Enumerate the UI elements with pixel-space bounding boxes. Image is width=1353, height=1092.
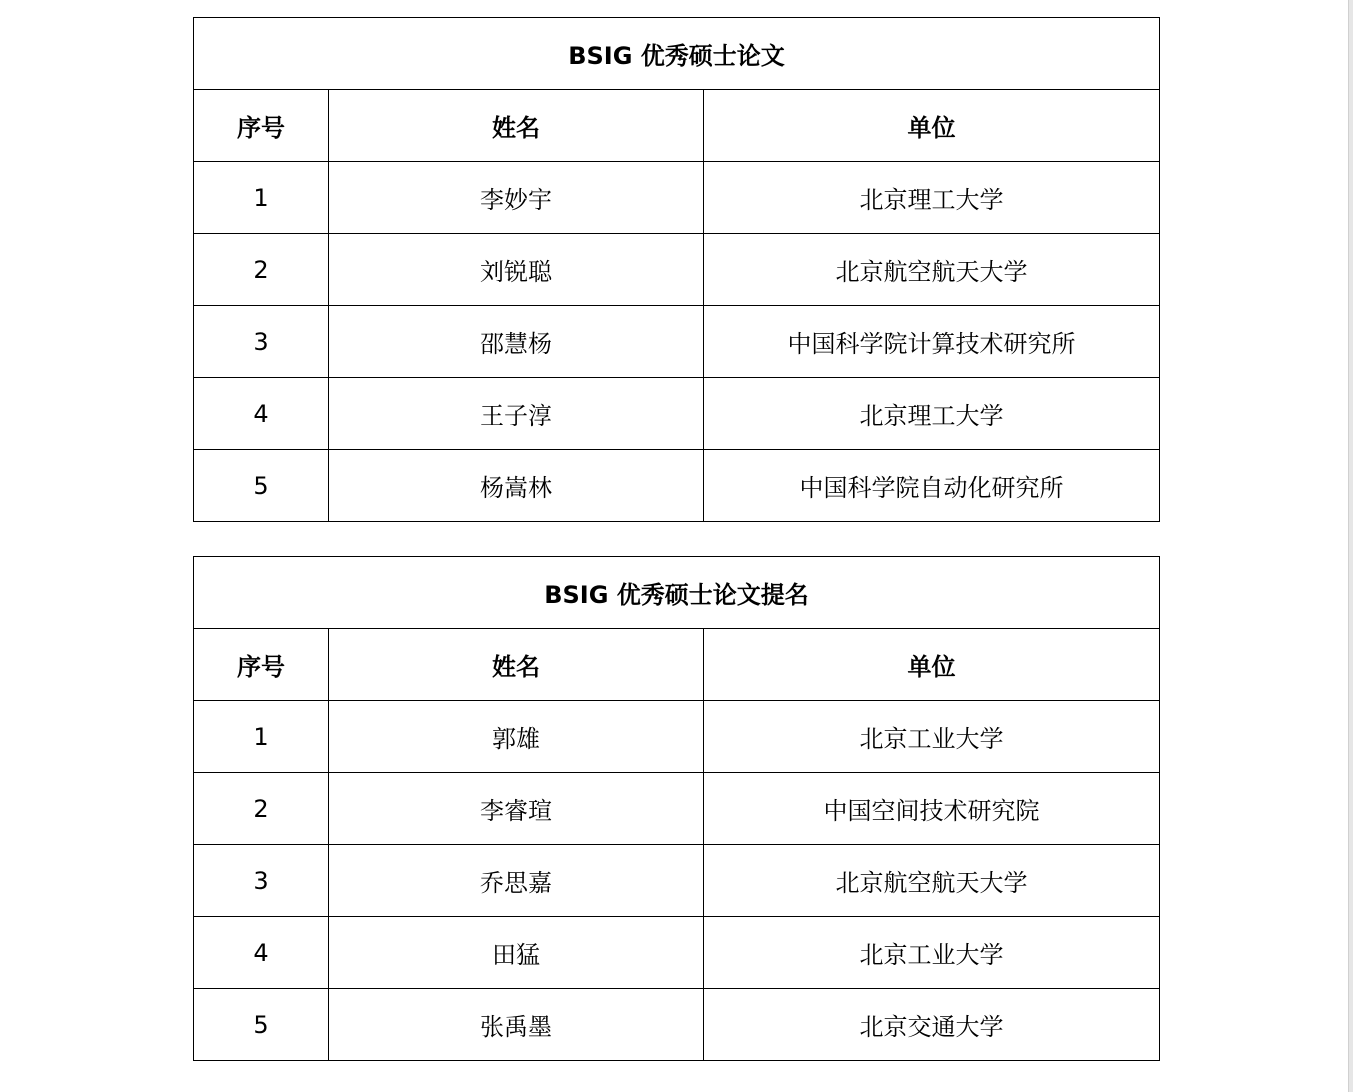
cell-name: 杨嵩林 <box>329 450 704 522</box>
header-name: 姓名 <box>329 90 704 162</box>
cell-index: 4 <box>194 917 329 989</box>
cell-name: 李睿瑄 <box>329 773 704 845</box>
cell-index: 5 <box>194 450 329 522</box>
cell-affiliation: 北京航空航天大学 <box>704 845 1160 917</box>
table-row <box>194 701 1160 773</box>
cell-name: 王子淳 <box>329 378 704 450</box>
cell-name: 田猛 <box>329 917 704 989</box>
table-row <box>194 845 1160 917</box>
table-row <box>194 917 1160 989</box>
table-row <box>194 450 1160 522</box>
table-header-row <box>194 629 1160 701</box>
cell-affiliation: 中国科学院计算技术研究所 <box>704 306 1160 378</box>
cell-name: 刘锐聪 <box>329 234 704 306</box>
cell-affiliation: 北京交通大学 <box>704 989 1160 1061</box>
cell-index: 1 <box>194 162 329 234</box>
cell-affiliation: 北京工业大学 <box>704 917 1160 989</box>
table-row <box>194 162 1160 234</box>
header-index: 序号 <box>194 629 329 701</box>
header-affiliation: 单位 <box>704 90 1160 162</box>
cell-name: 李妙宇 <box>329 162 704 234</box>
cell-affiliation: 北京理工大学 <box>704 378 1160 450</box>
cell-index: 2 <box>194 234 329 306</box>
table-row <box>194 773 1160 845</box>
cell-name: 乔思嘉 <box>329 845 704 917</box>
cell-name: 张禹墨 <box>329 989 704 1061</box>
table-row <box>194 234 1160 306</box>
header-affiliation: 单位 <box>704 629 1160 701</box>
table-title-row <box>194 557 1160 629</box>
cell-affiliation: 北京理工大学 <box>704 162 1160 234</box>
cell-index: 2 <box>194 773 329 845</box>
table-header-row <box>194 90 1160 162</box>
table-title-row <box>194 18 1160 90</box>
header-name: 姓名 <box>329 629 704 701</box>
cell-index: 3 <box>194 845 329 917</box>
cell-index: 4 <box>194 378 329 450</box>
cell-affiliation: 中国科学院自动化研究所 <box>704 450 1160 522</box>
table-row <box>194 306 1160 378</box>
header-index: 序号 <box>194 90 329 162</box>
cell-name: 郭雄 <box>329 701 704 773</box>
table-row <box>194 378 1160 450</box>
page-edge <box>1348 0 1353 1092</box>
cell-index: 5 <box>194 989 329 1061</box>
table-title: BSIG 优秀硕士论文提名 <box>194 557 1160 629</box>
table-title: BSIG 优秀硕士论文 <box>194 18 1160 90</box>
master-thesis-nomination-table <box>193 556 1160 1061</box>
table-row <box>194 989 1160 1061</box>
excellent-master-thesis-table <box>193 17 1160 522</box>
cell-affiliation: 北京航空航天大学 <box>704 234 1160 306</box>
cell-name: 邵慧杨 <box>329 306 704 378</box>
cell-affiliation: 北京工业大学 <box>704 701 1160 773</box>
cell-index: 3 <box>194 306 329 378</box>
cell-index: 1 <box>194 701 329 773</box>
cell-affiliation: 中国空间技术研究院 <box>704 773 1160 845</box>
